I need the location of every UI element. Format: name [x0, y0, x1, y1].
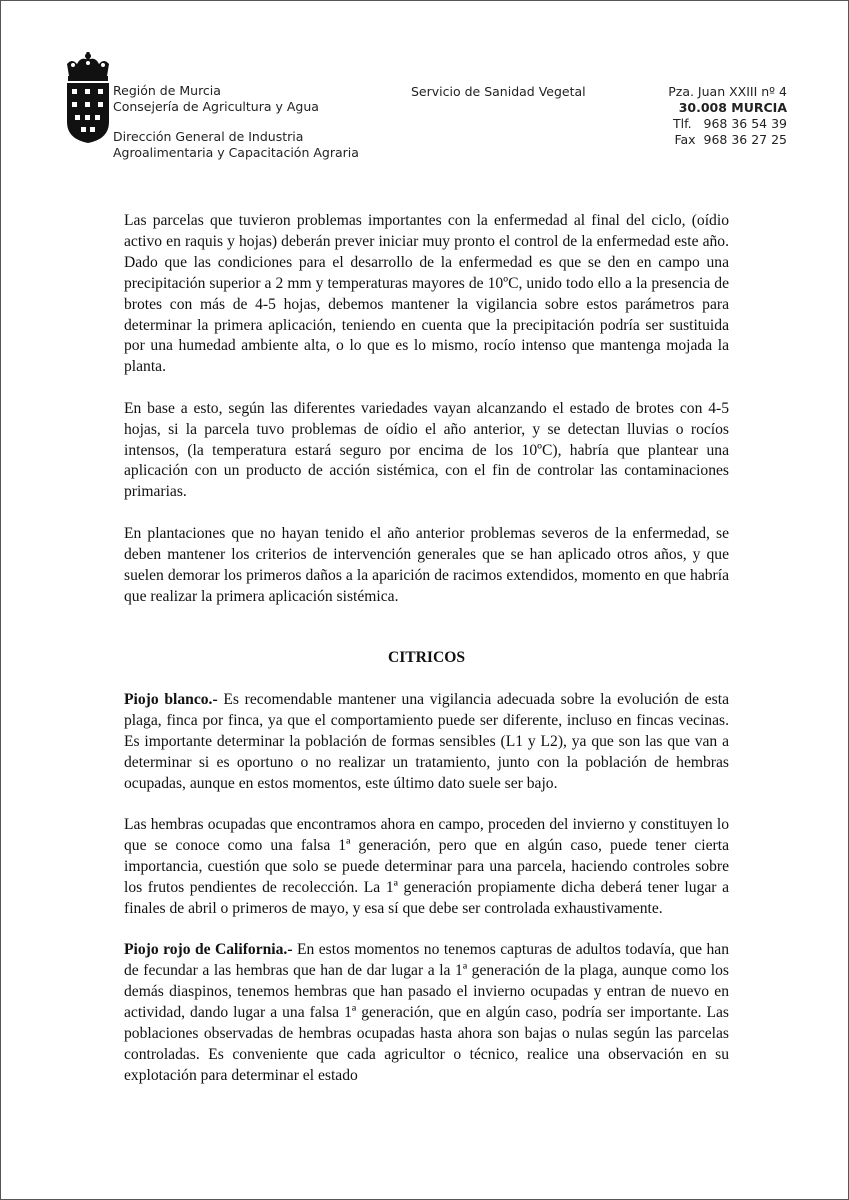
section-title: CITRICOS — [387, 649, 466, 667]
organization-block — [113, 83, 359, 161]
ministry-name: Consejería de Agricultura y Agua — [113, 99, 319, 114]
address-block — [668, 84, 787, 148]
department-line-1: Dirección General de Industria — [113, 129, 304, 144]
street-address: Pza. Juan XXIII nº 4 — [668, 84, 787, 99]
fax-number: Fax 968 36 27 25 — [674, 132, 787, 147]
region-name: Región de Murcia — [113, 83, 221, 98]
phone-number: Tlf. 968 36 54 39 — [673, 116, 787, 131]
paragraph-general-criteria: En plantaciones que no hayan tenido el año anterior problemas severos de la enfermedad, se deben mantener los criterios de intervención generales que se han aplicado otros años, y que suelen demorar los primeros daños a la aparición de racimos extendidos, momento en que habría que realizar la primera aplicación sistémica. — [124, 524, 729, 605]
piojo-blanco-text: Es recomendable mantener una vigilancia adecuada sobre la evolución de esta plaga, finca por finca, ya que el comportamiento puede ser diferente, incluso en fincas vecinas. Es importante determinar la población de formas sensibles (L1 y L2), ya que son las que van a determinar si es oportuno o no realizar un tratamiento, junto con la población de hembras ocupadas, aunque en estos momentos, este último dato suele ser bajo. — [124, 691, 729, 792]
paragraph-systemic-application: En base a esto, según las diferentes variedades vayan alcanzando el estado de brotes con 4-5 hojas, si la parcela tuvo problemas de oídio el año anterior, y se detectan lluvias o rocíos intensos, (la temperatura estará seguro por encima de los 10ºC), habría que plantear una aplicación con un producto de acción sistémica, con el fin de controlar las contaminaciones primarias. — [124, 399, 729, 501]
document-body — [124, 211, 729, 1107]
department-line-2: Agroalimentaria y Capacitación Agraria — [113, 145, 359, 160]
paragraph-piojo-blanco — [124, 690, 729, 795]
region-coat-of-arms-logo — [63, 52, 113, 144]
paragraph-hembras-ocupadas: Las hembras ocupadas que encontramos ahora en campo, proceden del invierno y constituyen lo que se conoce como una falsa 1ª generación, pero que en algún caso, puede tener cierta importancia, cuestión que solo se puede determinar para una parcela, haciendo controles sobre los frutos pendientes de recolección. La 1ª generación propiamente dicha deberá tener lugar a finales de abril o primeros de mayo, y esa sí que debe ser controlada exhaustivamente. — [124, 816, 729, 917]
paragraph-oidio-control: Las parcelas que tuvieron problemas importantes con la enfermedad al final del ciclo, (oídio activo en raquis y hojas) deberán prever iniciar muy pronto el control de la enfermedad este año. Dado que las condiciones para el desarrollo de la enfermedad es que se den en campo una precipitación superior a 2 mm y temperaturas mayores de 10ºC, unido todo ello a la presencia de brotes con más de 4-5 hojas, debemos mantener la vigilancia sobre estos parámetros para determinar la primera aplicación, teniendo en cuenta que la precipitación podría ser sustituida por una humedad ambiente alta, o lo que es lo mismo, rocío intenso que mantenga mojada la planta. — [124, 212, 729, 376]
paragraph-piojo-rojo — [124, 940, 729, 1086]
piojo-rojo-text: En estos momentos no tenemos capturas de adultos todavía, que han de fecundar a las hembras que han de dar lugar a la 1ª generación de la plaga, aunque como los demás diaspinos, tenemos hembras que han pasado el invierno ocupadas y entran de nuevo en actividad, dando lugar a una falsa 1ª generación, que en algún caso, podría ser importante. Las poblaciones observadas de hembras ocupadas hasta ahora son bajas o nulas según las parcelas controladas. Es conveniente que cada agricultor o técnico, realice una observación en su explotación para determinar el estado — [124, 941, 729, 1084]
piojo-rojo-heading: Piojo rojo de California.- — [124, 941, 293, 959]
service-name: Servicio de Sanidad Vegetal — [411, 84, 586, 99]
piojo-blanco-heading: Piojo blanco.- — [124, 691, 218, 709]
postal-city: 30.008 MURCIA — [678, 100, 787, 115]
